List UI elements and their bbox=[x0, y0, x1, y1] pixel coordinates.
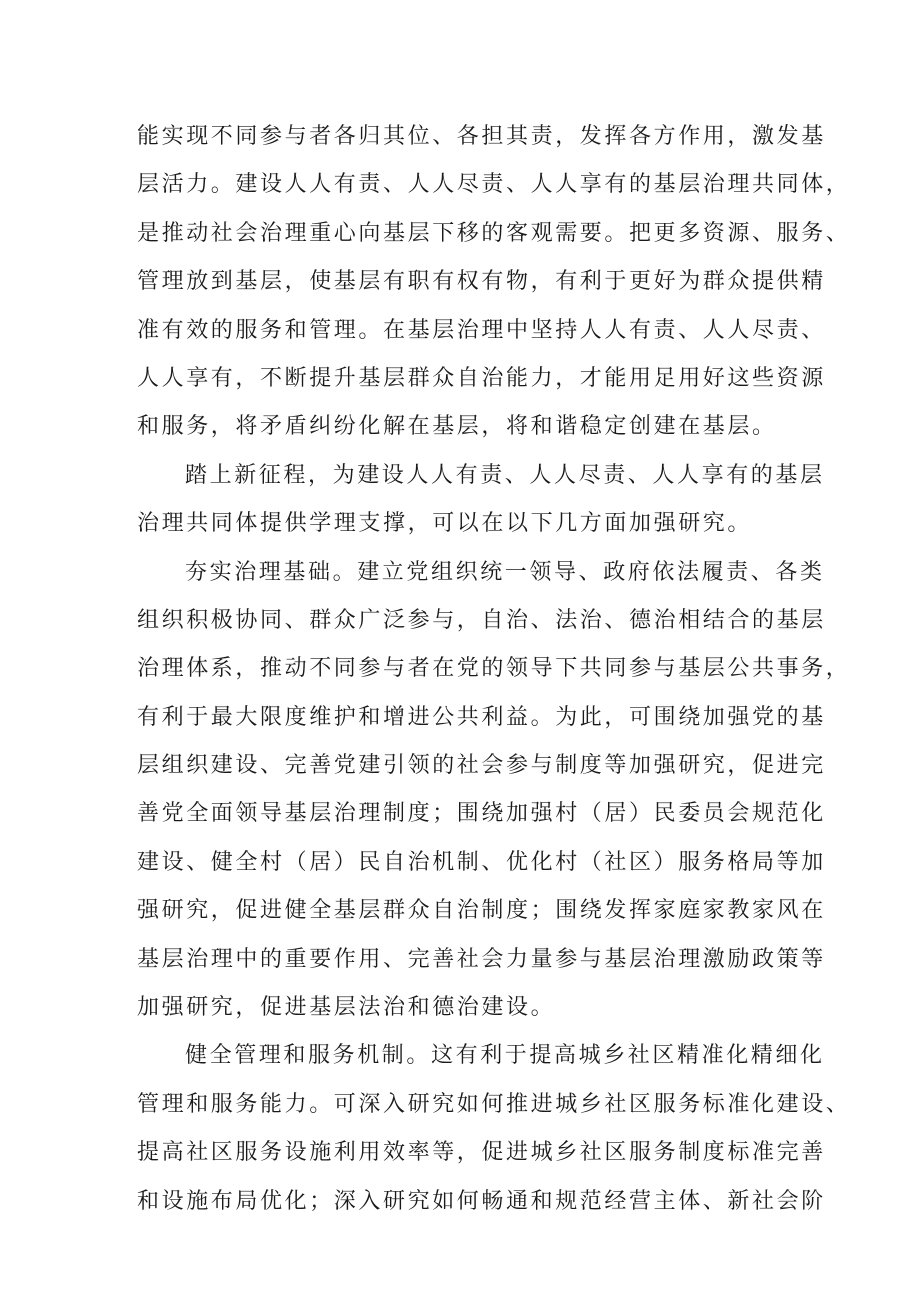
text-line: 是推动社会治理重心向基层下移的客观需要。把更多资源、服务、 bbox=[137, 220, 851, 246]
text-line: 建设、健全村（居）民自治机制、优化村（社区）服务格局等加 bbox=[137, 849, 826, 875]
text-line: 层组织建设、完善党建引领的社会参与制度等加强研究，促进完 bbox=[137, 753, 826, 779]
text-line: 加强研究，促进基层法治和德治建设。 bbox=[137, 995, 556, 1021]
text-line: 基层治理中的重要作用、完善社会力量参与基层治理激励政策等 bbox=[137, 946, 826, 972]
text-line: 提高社区服务设施利用效率等，促进城乡社区服务制度标准完善 bbox=[137, 1140, 826, 1166]
text-line: 层活力。建设人人有责、人人尽责、人人享有的基层治理共同体， bbox=[137, 172, 851, 198]
text-line: 治理体系，推动不同参与者在党的领导下共同参与基层公共事务， bbox=[137, 656, 851, 682]
paragraph-first-line: 踏上新征程，为建设人人有责、人人尽责、人人享有的基层 bbox=[185, 462, 825, 488]
paragraph-first-line: 夯实治理基础。建立党组织统一领导、政府依法履责、各类 bbox=[185, 559, 825, 585]
text-line: 强研究，促进健全基层群众自治制度；围绕发挥家庭家教家风在 bbox=[137, 898, 826, 924]
text-line: 能实现不同参与者各归其位、各担其责，发挥各方作用，激发基 bbox=[137, 124, 826, 149]
text-line: 和服务，将矛盾纠纷化解在基层，将和谐稳定创建在基层。 bbox=[137, 414, 777, 440]
text-line: 准有效的服务和管理。在基层治理中坚持人人有责、人人尽责、 bbox=[137, 317, 826, 343]
text-line: 和设施布局优化；深入研究如何畅通和规范经营主体、新社会阶 bbox=[137, 1188, 826, 1214]
text-line: 组织积极协同、群众广泛参与，自治、法治、德治相结合的基层 bbox=[137, 607, 826, 633]
text-line: 善党全面领导基层治理制度；围绕加强村（居）民委员会规范化 bbox=[137, 801, 826, 827]
paragraph-first-line: 健全管理和服务机制。这有利于提高城乡社区精准化精细化 bbox=[185, 1043, 825, 1069]
document-body bbox=[137, 113, 851, 1226]
text-line: 人人享有，不断提升基层群众自治能力，才能用足用好这些资源 bbox=[137, 365, 826, 391]
text-line: 管理放到基层，使基层有职有权有物，有利于更好为群众提供精 bbox=[137, 269, 826, 295]
text-line: 有利于最大限度维护和增进公共利益。为此，可围绕加强党的基 bbox=[137, 704, 826, 730]
text-line: 治理共同体提供学理支撑，可以在以下几方面加强研究。 bbox=[137, 511, 753, 537]
text-line: 管理和服务能力。可深入研究如何推进城乡社区服务标准化建设、 bbox=[137, 1091, 851, 1117]
